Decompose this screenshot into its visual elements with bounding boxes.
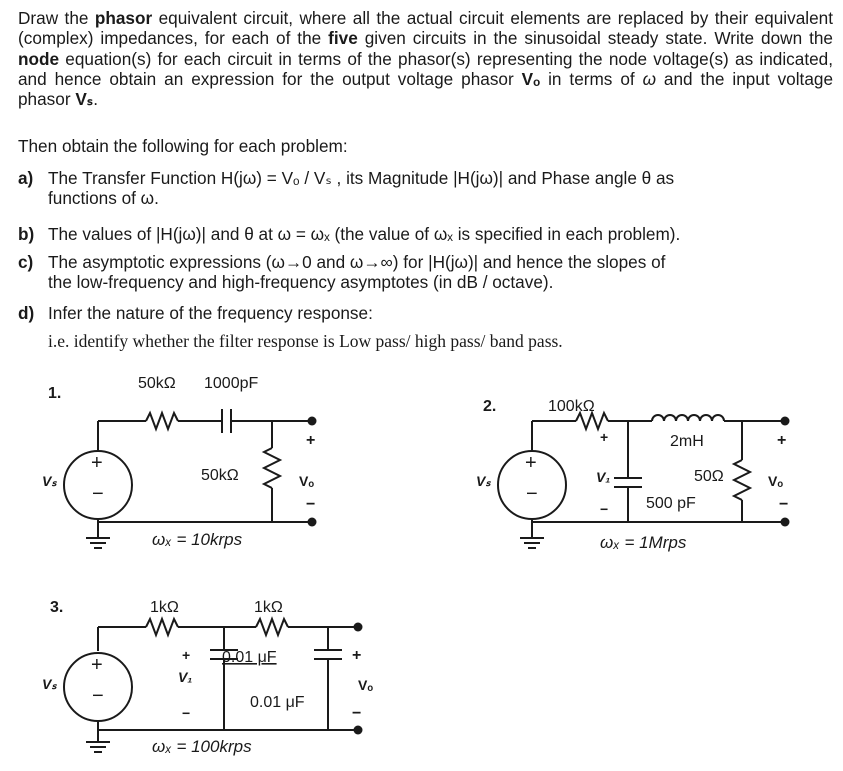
then-line: Then obtain the following for each problem: <box>18 136 348 156</box>
terminal-dot <box>781 417 790 426</box>
circuit-1-out-plus: + <box>306 432 316 449</box>
circuit-3-src-minus: − <box>92 685 104 707</box>
ie-line: i.e. identify whether the filter response is Low pass/ high pass/ band pass. <box>48 331 563 351</box>
circuit-3-node-plus: + <box>182 647 191 663</box>
circuit-3-out-plus: + <box>352 647 362 664</box>
circuit-2-vs-label: Vₛ <box>476 473 491 489</box>
circuit-1-vs-label: Vₛ <box>42 473 57 489</box>
circuit-1-wires <box>86 409 315 548</box>
circuit-3-out-minus: − <box>352 705 362 722</box>
circuit-2-out-plus: + <box>777 432 787 449</box>
circuit-1-out-minus: − <box>306 496 316 513</box>
circuit-1-src-minus: − <box>92 483 104 505</box>
circuit-1-r2-label: 50kΩ <box>201 467 239 484</box>
circuit-3-v1-label: V₁ <box>178 669 193 685</box>
problem-statement: Draw the phasor equivalent circuit, where all the actual circuit elements are replaced by their equivalent (complex) impedances, for each of the five given circuits in the sinusoidal steady state. Write down the node equation(s) for each circuit in terms of the phasor(s) representing the node voltage(s) as indicated, and hence obtain an expression for the output voltage phasor Vₒ in terms of ω and the input voltage phasor Vₛ. <box>18 8 834 110</box>
circuit-2-vo-label: Vₒ <box>768 473 784 489</box>
circuit-3-c2-label: 0.01 μF <box>250 694 305 711</box>
terminal-dot <box>354 623 363 632</box>
list-item: b) The values of |H(jω)| and θ at ω = ωₓ (the value of ωₓ is specified in each problem). <box>18 224 681 244</box>
circuit-1-number: 1. <box>48 385 62 402</box>
circuit-2-l1-label: 2mH <box>670 433 704 450</box>
circuit-2-node-plus: + <box>600 429 609 445</box>
terminal-dot <box>781 518 790 527</box>
list-item: d) Infer the nature of the frequency response: <box>18 303 373 323</box>
circuit-3-vo-label: Vₒ <box>358 677 374 693</box>
circuit-2-node-minus: − <box>600 501 609 517</box>
circuit-3-c1-label: 0.01 μF <box>222 649 277 666</box>
list-item: a) The Transfer Function H(jω) = Vₒ / Vₛ , its Magnitude |H(jω)| and Phase angle θ as <box>18 168 675 188</box>
list-item-continuation: the low-frequency and high-frequency asymptotes (in dB / octave). <box>48 272 554 292</box>
circuit-2-out-minus: − <box>779 496 789 513</box>
list-item: c) The asymptotic expressions (ω→0 and ω→∞) for |H(jω)| and hence the slopes of <box>18 252 666 272</box>
circuit-2-r1-label: 100kΩ <box>548 398 595 415</box>
circuit-3-r2-label: 1kΩ <box>254 599 283 616</box>
terminal-dot <box>308 417 317 426</box>
circuit-3-wx: ωₓ = 100krps <box>152 737 252 756</box>
terminal-dot <box>308 518 317 527</box>
circuit-2-r2-label: 50Ω <box>694 468 724 485</box>
circuit-3-r1-label: 1kΩ <box>150 599 179 616</box>
circuit-1-r1-label: 50kΩ <box>138 375 176 392</box>
circuit-3-src-plus: + <box>91 654 103 676</box>
circuit-2-wx: ωₓ = 1Mrps <box>600 533 687 552</box>
circuit-3-vs-label: Vₛ <box>42 676 57 692</box>
circuit-3-node-minus: − <box>182 705 191 721</box>
circuit-2-c1-label: 500 pF <box>646 495 696 512</box>
circuit-1-vo-label: Vₒ <box>299 473 315 489</box>
circuit-2-src-minus: − <box>526 483 538 505</box>
list-item-continuation: functions of ω. <box>48 188 159 208</box>
circuit-1-wx: ωₓ = 10krps <box>152 530 243 549</box>
circuit-2-src-plus: + <box>525 452 537 474</box>
circuit-3-wires <box>86 619 358 752</box>
circuit-2-number: 2. <box>483 398 497 415</box>
circuit-2-wires <box>520 413 785 548</box>
circuit-1-src-plus: + <box>91 452 103 474</box>
circuit-1-c1-label: 1000pF <box>204 375 259 392</box>
terminal-dot <box>354 726 363 735</box>
circuit-2-v1-label: V₁ <box>596 469 611 485</box>
circuit-3-number: 3. <box>50 599 64 616</box>
